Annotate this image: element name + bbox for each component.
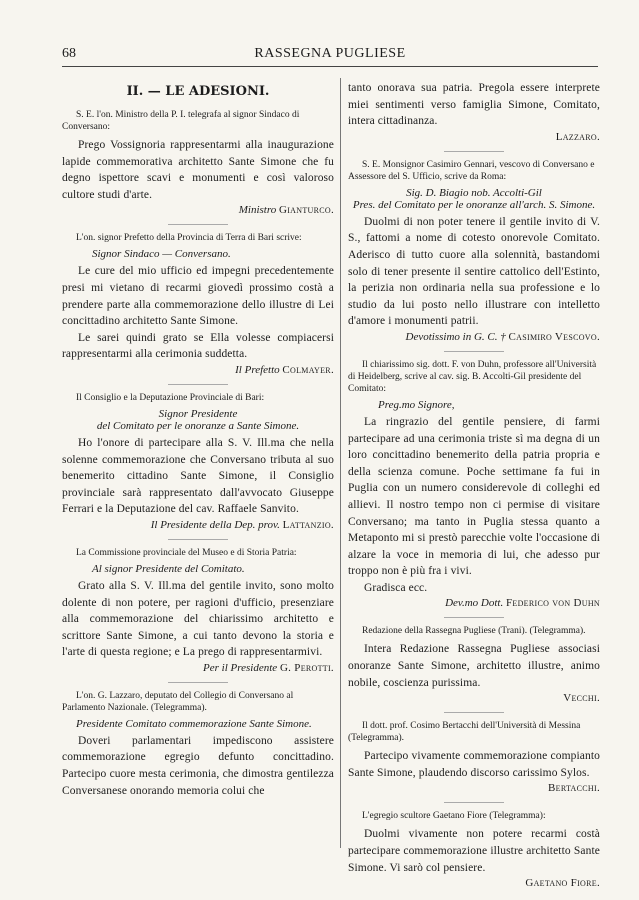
- letter-body: Duolmi vivamente non potere recarmi costà partecipare commemorazione illustre architetto Sante Simone. Vi sarò col pensiere.: [348, 828, 600, 874]
- signature: Dev.mo Dott. Federico von Duhn: [445, 597, 600, 610]
- letter-commissione: [62, 547, 334, 674]
- separator: [444, 802, 504, 803]
- letter-consiglio: [62, 392, 334, 531]
- letter-intro: L'egregio scultore Gaetano Fiore (Telegramma):: [362, 811, 546, 822]
- separator: [444, 712, 504, 713]
- signature: Per il Presidente G. Perotti.: [203, 661, 334, 674]
- letter-body: Duolmi di non poter tenere il gentile invito di V. S., fattomi a nome di cotesto onorevole Comitato. Aderisco di tutto cuore alla solennità, bastandomi solo di tener presente il sentire cattolico dell'Estinto, la perizia non ordinaria nella sua professione e lo studio da lui posto nello illustrare con intelletto d'amore i monumenti patrii.: [348, 215, 600, 328]
- letter-intro: S. E. Monsignor Casimiro Gennari, vescovo di Conversano e Assessore del S. Ufficio, scrive da Roma:: [348, 159, 595, 182]
- signature: Ministro Gianturco.: [238, 204, 334, 217]
- separator: [444, 151, 504, 152]
- signature: Il Prefetto Colmayer.: [235, 363, 334, 376]
- telegram-redazione: [348, 625, 600, 704]
- letter-intro: Redazione della Rassegna Pugliese (Trani). (Telegramma).: [362, 626, 586, 637]
- letter-address: Sig. D. Biagio nob. Accolti-Gil: [406, 186, 542, 199]
- letter-address: Signor Sindaco — Conversano.: [92, 248, 231, 261]
- letter-body: Le sarei quindi grato se Ella volesse compiacersi rappresentarmi alla cerimonia suddetta.: [62, 331, 334, 361]
- letter-body: Intera Redazione Rassegna Pugliese associasi onoranze Sante Simone, architetto illustre, animo nobile, coscienza purissima.: [348, 643, 600, 689]
- letter-intro: L'on. signor Prefetto della Provincia di Terra di Bari scrive:: [76, 233, 302, 244]
- letter-intro: L'on. G. Lazzaro, deputato del Collegio di Conversano al Parlamento Nazionale. (Telegramma).: [62, 690, 294, 713]
- letter-address: Signor Presidente: [158, 407, 238, 420]
- running-title: RASSEGNA PUGLIESE: [254, 46, 406, 61]
- letter-address: Al signor Presidente del Comitato.: [92, 562, 245, 575]
- telegram-fiore: [348, 810, 600, 889]
- signature: Il Presidente della Dep. prov. Lattanzio.: [150, 518, 334, 531]
- letter-body: Le cure del mio ufficio ed impegni precedentemente presi mi vietano di recarmi giovedì prossimo costà a prendere parte alla commemorazione dello illustre di Lei concittadino architetto Sante Simone.: [62, 265, 334, 328]
- letter-minister: [62, 109, 334, 216]
- signature: Vecchi.: [563, 692, 600, 705]
- letter-lazzaro: [62, 690, 334, 799]
- letter-prefetto: [62, 232, 334, 376]
- letter-intro: S. E. l'on. Ministro della P. I. telegrafa al signor Sindaco di Conversano:: [62, 110, 300, 132]
- separator: [168, 384, 228, 385]
- page-number: 68: [62, 46, 76, 61]
- letter-body: Partecipo vivamente commemorazione compianto Sante Simone, plaudendo discorso carissimo Sylos.: [348, 750, 600, 779]
- separator: [168, 682, 228, 683]
- left-column: [62, 84, 334, 799]
- right-column: [348, 80, 600, 889]
- section-title: II. — LE ADESIONI.: [126, 84, 270, 99]
- separator: [444, 617, 504, 618]
- letter-address: Preg.mo Signore,: [378, 398, 455, 411]
- letter-address: del Comitato per le onoranze a Sante Simone.: [96, 419, 300, 432]
- signature: Lazzaro.: [555, 130, 600, 143]
- signature: Bertacchi.: [548, 782, 600, 795]
- letter-intro: Il chiarissimo sig. dott. F. von Duhn, professore all'Università di Heidelberg, scrive al cav. sig. B. Accolti-Gil presidente del Comitato:: [348, 359, 597, 394]
- letter-address: Presidente Comitato commemorazione Sante Simone.: [76, 717, 312, 730]
- letter-lazzaro-cont: [348, 80, 600, 143]
- letter-intro: Il Consiglio e la Deputazione Provinciale di Bari:: [76, 392, 265, 403]
- letter-intro: La Commissione provinciale del Museo e di Storia Patria:: [76, 547, 297, 558]
- letter-body: Grato alla S. V. Ill.ma del gentile invito, sono molto dolente di non potere, per ragioni d'ufficio, presenziare alla commemorazione del chiarissimo architetto e scrittore Sante Simone, a cui tanto devono la storia e l'arte di questa regione; e La prego di rappresentarmivi.: [62, 579, 334, 659]
- letter-body: Gradisca ecc.: [364, 581, 428, 594]
- signature: Devotissimo in G. C. † Casimiro Vescovo.: [405, 330, 600, 343]
- letter-body: Prego Vossignoria rappresentarmi alla inaugurazione lapide commemorativa architetto Sante Simone che fu degno ispettore scavi e monumenti e così valoroso cultore studi d'arte.: [62, 139, 334, 201]
- letter-body: Ho l'onore di partecipare alla S. V. Ill.ma che nella solenne commemorazione che Conversano tributa al suo benemerito cittadino Sante Simone, il Consiglio provinciale sarà rappresentato dall'avvocato Giuseppe Ferrari e la Deputazione del cav. Raffaele Sanvito.: [62, 436, 334, 516]
- letter-address: Pres. del Comitato per le onoranze all'arch. S. Simone.: [352, 198, 596, 211]
- separator: [168, 539, 228, 540]
- signature: Gaetano Fiore.: [525, 877, 600, 890]
- letter-body: Doveri parlamentari impediscono assistere commemorazione egregio defunto concittadino. Partecipo cuore mesta cerimonia, che dimostra gentilezza Conversanese onorando memoria colui che: [62, 734, 334, 797]
- letter-gennari: [348, 159, 600, 343]
- separator: [168, 224, 228, 225]
- letter-body: La ringrazio del gentile pensiere, di farmi partecipare ad una cerimonia triste sì ma degna di un loro concittadino benemerito della patria propria e della scienza comune. Poche settimane fa fui in Puglia con un numero considerevole di colleghi ed allievi. Il nostro tempo non ci permise di visitare Conversano; ma tanto in Puglia stessa quanto a Metaponto mi si prestò parecchie volte l'occasione di alzare la voce in memoria di lui, che adesso pur troppo non è più fra i vivi.: [348, 415, 600, 578]
- letter-von-duhn: [348, 359, 600, 610]
- letter-body: tanto onorava sua patria. Pregola essere interprete miei sentimenti verso famiglia Simone, Comitato, intera cittadinanza.: [348, 82, 600, 128]
- column-divider: [340, 78, 341, 848]
- running-header: [62, 44, 598, 67]
- letter-intro: Il dott. prof. Cosimo Bertacchi dell'Università di Messina (Telegramma).: [348, 721, 581, 744]
- separator: [444, 351, 504, 352]
- telegram-bertacchi: [348, 720, 600, 794]
